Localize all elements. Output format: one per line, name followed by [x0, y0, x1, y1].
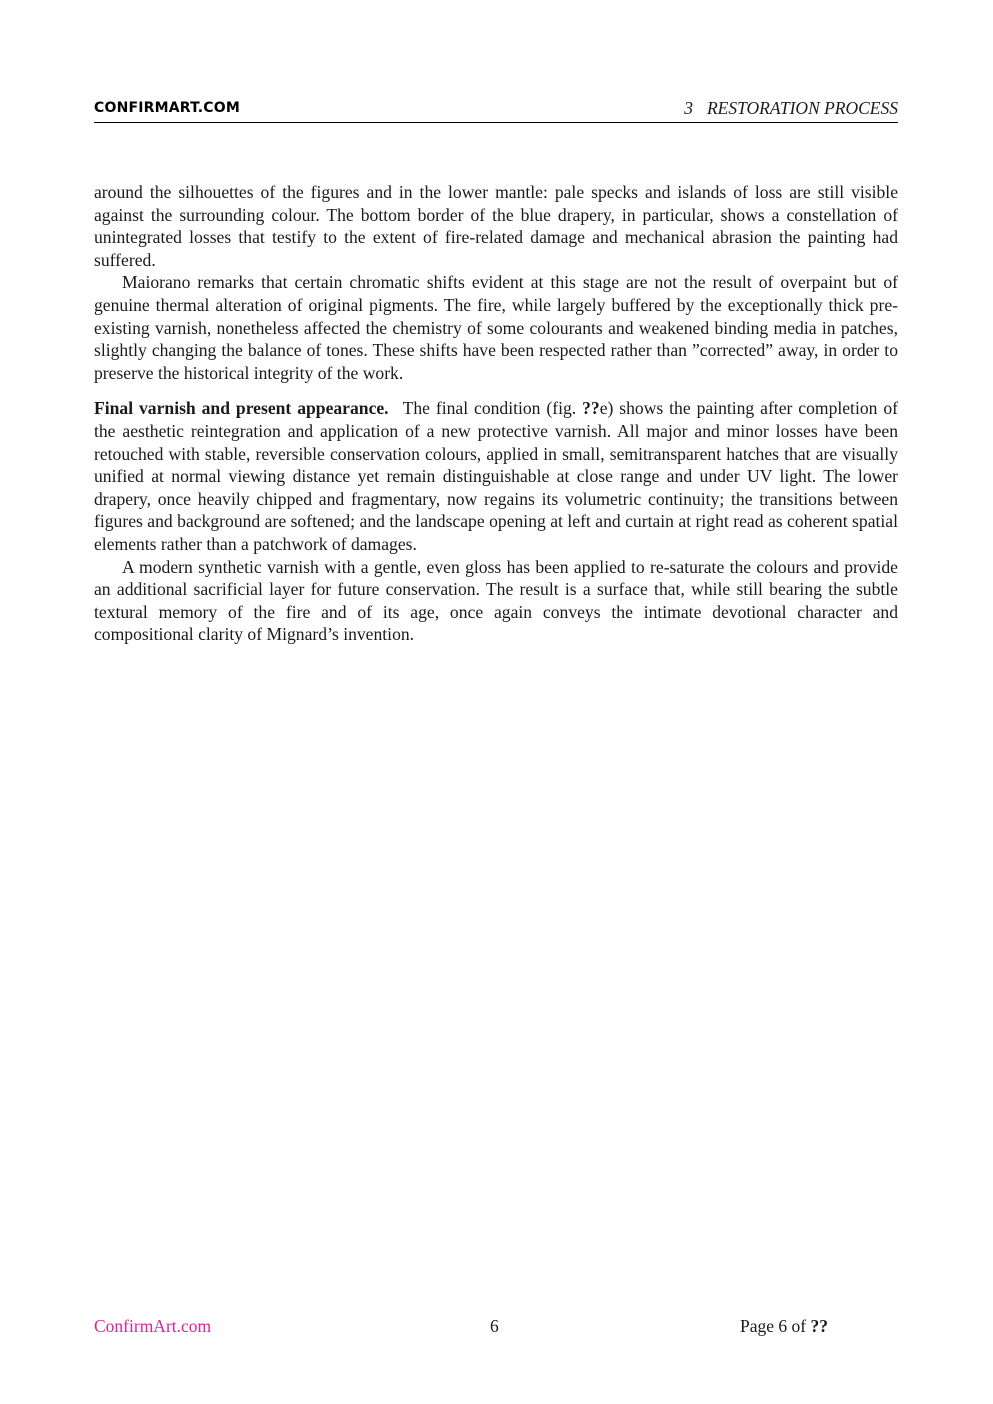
page-header	[94, 98, 898, 123]
figure-reference[interactable]: ??	[582, 398, 600, 419]
paragraph-heading: Final varnish and present appearance.	[94, 398, 389, 419]
section-title-text: RESTORATION PROCESS	[706, 98, 898, 118]
paragraph-4: A modern synthetic varnish with a gentle, even gloss has been applied to re-saturate the colours and provide an additional sacrificial layer for future conservation. The result is a surface that, while still bearing the subtle textural memory of the fire and of its age, once again conveys the intimate devotional character and compositional clarity of Mignard’s invention.	[94, 556, 898, 645]
page-of-prefix: Page 6 of	[740, 1316, 811, 1336]
paragraph-2: Maiorano remarks that certain chromatic shifts evident at this stage are not the result of overpaint but of genuine thermal alteration of original pigments. The fire, while largely buffered by the exceptionally thick pre-existing varnish, nonetheless affected the chemistry of some colourants and weakened binding media in patches, slightly changing the balance of tones. These shifts have been respected rather than ”corrected” away, in order to preserve the historical integrity of the work.	[94, 272, 898, 383]
paragraph-3	[94, 397, 898, 555]
footer-page-number: 6	[490, 1316, 499, 1336]
footer-page-of	[740, 1316, 828, 1337]
document-body	[94, 181, 898, 646]
paragraph-3-text-a: The final condition (fig.	[402, 398, 583, 419]
paragraph-1: around the silhouettes of the figures and in the lower mantle: pale specks and islands of loss are still visible against the surrounding colour. The bottom border of the blue drapery, in particular, shows a constellation of unintegrated losses that testify to the extent of fire-related damage and mechanical abrasion the painting had suffered.	[94, 182, 898, 270]
site-logo: CONFIRMART.COM	[94, 100, 241, 116]
footer-site-link[interactable]: ConfirmArt.com	[94, 1316, 212, 1336]
page-of-total: ??	[810, 1316, 828, 1336]
paragraph-3-text-b: e) shows the painting after completion of the aesthetic reintegration and application of a new protective varnish. All major and minor losses have been retouched with stable, reversible conservation colours, applied in small, semitransparent hatches that are visually unified at normal viewing distance yet remain distinguishable at close range and under UV light. The lower drapery, once heavily chipped and fragmentary, now regains its volumetric continuity; the transitions between figures and background are softened; and the landscape opening at left and curtain at right read as coherent spatial elements rather than a patchwork of damages.	[94, 398, 898, 554]
section-number: 3	[684, 98, 693, 118]
running-section-title	[684, 98, 898, 119]
